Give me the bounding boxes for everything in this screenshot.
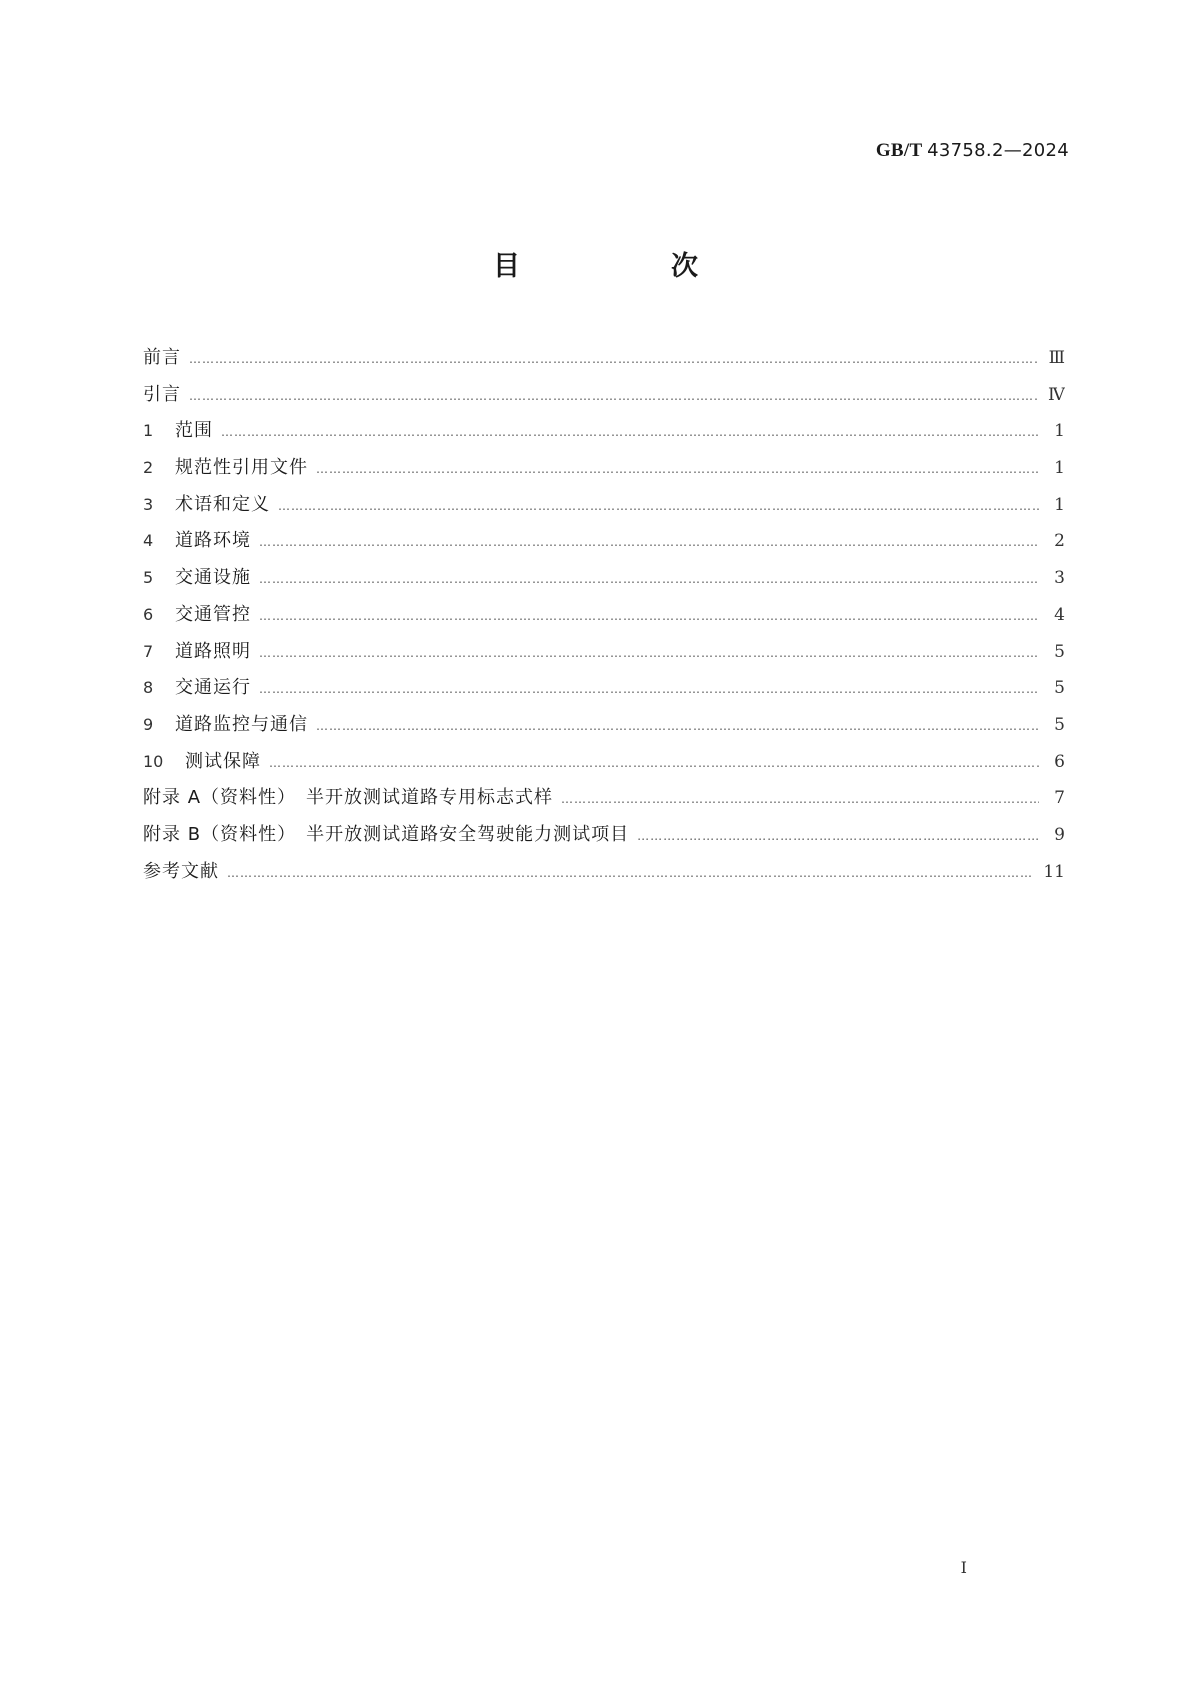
toc-item-label: 道路监控与通信 <box>175 713 308 735</box>
toc-item-label: 附录 A（资料性） 半开放测试道路专用标志式样 <box>143 787 554 809</box>
toc-item-page: 1 <box>1054 421 1065 442</box>
toc-item-introduction[interactable] <box>143 377 1065 414</box>
table-of-contents <box>143 340 1065 890</box>
page-title: 目 次 <box>493 251 760 282</box>
toc-leader-dots <box>269 745 1039 781</box>
toc-item-10[interactable] <box>143 744 1065 781</box>
toc-item-page: Ⅲ <box>1048 348 1065 368</box>
toc-item-page: 1 <box>1054 494 1065 515</box>
toc-item-foreword[interactable] <box>143 340 1065 377</box>
toc-item-page: Ⅳ <box>1048 384 1065 405</box>
toc-leader-dots <box>259 635 1039 671</box>
toc-leader-dots <box>259 561 1039 597</box>
toc-item-number: 2 <box>143 458 154 478</box>
toc-leader-dots <box>316 708 1039 744</box>
toc-item-appendix-a[interactable] <box>143 780 1065 817</box>
toc-item-label: 术语和定义 <box>175 493 270 515</box>
toc-item-label: 引言 <box>143 383 181 405</box>
toc-leader-dots <box>278 488 1039 524</box>
toc-item-label: 交通设施 <box>175 567 251 589</box>
toc-item-number: 8 <box>143 678 154 698</box>
toc-item-label: 交通运行 <box>175 677 251 699</box>
toc-item-label: 交通管控 <box>175 603 251 625</box>
toc-item-1[interactable] <box>143 413 1065 450</box>
toc-item-appendix-b[interactable] <box>143 817 1065 854</box>
toc-item-number: 7 <box>143 641 154 661</box>
toc-item-page: 9 <box>1054 824 1065 845</box>
toc-item-page: 5 <box>1054 714 1065 735</box>
toc-item-page: 6 <box>1054 751 1065 772</box>
toc-leader-dots <box>259 598 1039 634</box>
toc-item-bibliography[interactable] <box>143 854 1065 891</box>
toc-item-page: 4 <box>1054 604 1065 625</box>
toc-item-number: 5 <box>143 568 154 588</box>
toc-leader-dots <box>221 414 1039 450</box>
toc-item-number: 9 <box>143 714 154 734</box>
toc-item-4[interactable] <box>143 523 1065 560</box>
toc-item-number: 6 <box>143 604 154 624</box>
toc-item-label: 测试保障 <box>185 750 261 772</box>
toc-item-page: 5 <box>1054 678 1065 699</box>
toc-item-3[interactable] <box>143 487 1065 524</box>
document-code-prefix: GB/T <box>875 140 923 161</box>
toc-item-label: 道路环境 <box>175 530 251 552</box>
toc-item-8[interactable] <box>143 670 1065 707</box>
toc-item-label: 附录 B（资料性） 半开放测试道路安全驾驶能力测试项目 <box>143 823 630 845</box>
toc-item-5[interactable] <box>143 560 1065 597</box>
toc-leader-dots <box>259 671 1039 707</box>
toc-item-6[interactable] <box>143 597 1065 634</box>
toc-item-page: 5 <box>1054 641 1065 662</box>
toc-item-number: 3 <box>143 494 154 514</box>
document-code <box>876 140 1069 162</box>
toc-item-label: 范围 <box>175 420 213 442</box>
toc-item-number: 4 <box>143 531 154 551</box>
toc-leader-dots <box>189 341 1039 377</box>
toc-leader-dots <box>259 524 1039 560</box>
toc-leader-dots <box>561 781 1039 817</box>
toc-item-page: 7 <box>1054 788 1065 809</box>
toc-item-label: 参考文献 <box>143 860 219 882</box>
toc-item-9[interactable] <box>143 707 1065 744</box>
toc-item-page: 1 <box>1054 458 1065 479</box>
toc-item-number: 1 <box>143 421 154 441</box>
toc-item-page: 3 <box>1054 568 1065 589</box>
toc-leader-dots <box>316 451 1039 487</box>
toc-item-label: 前言 <box>143 347 181 368</box>
toc-item-number: 10 <box>143 751 164 771</box>
document-code-number: 43758.2—2024 <box>927 140 1069 161</box>
toc-item-label: 道路照明 <box>175 640 251 662</box>
toc-leader-dots <box>227 855 1033 891</box>
page-number: I <box>960 1558 967 1577</box>
toc-item-2[interactable] <box>143 450 1065 487</box>
toc-item-label: 规范性引用文件 <box>175 457 308 479</box>
toc-item-page: 2 <box>1054 531 1065 552</box>
toc-item-7[interactable] <box>143 634 1065 671</box>
toc-leader-dots <box>637 818 1039 854</box>
toc-item-page: 11 <box>1043 861 1065 882</box>
toc-leader-dots <box>189 378 1038 414</box>
